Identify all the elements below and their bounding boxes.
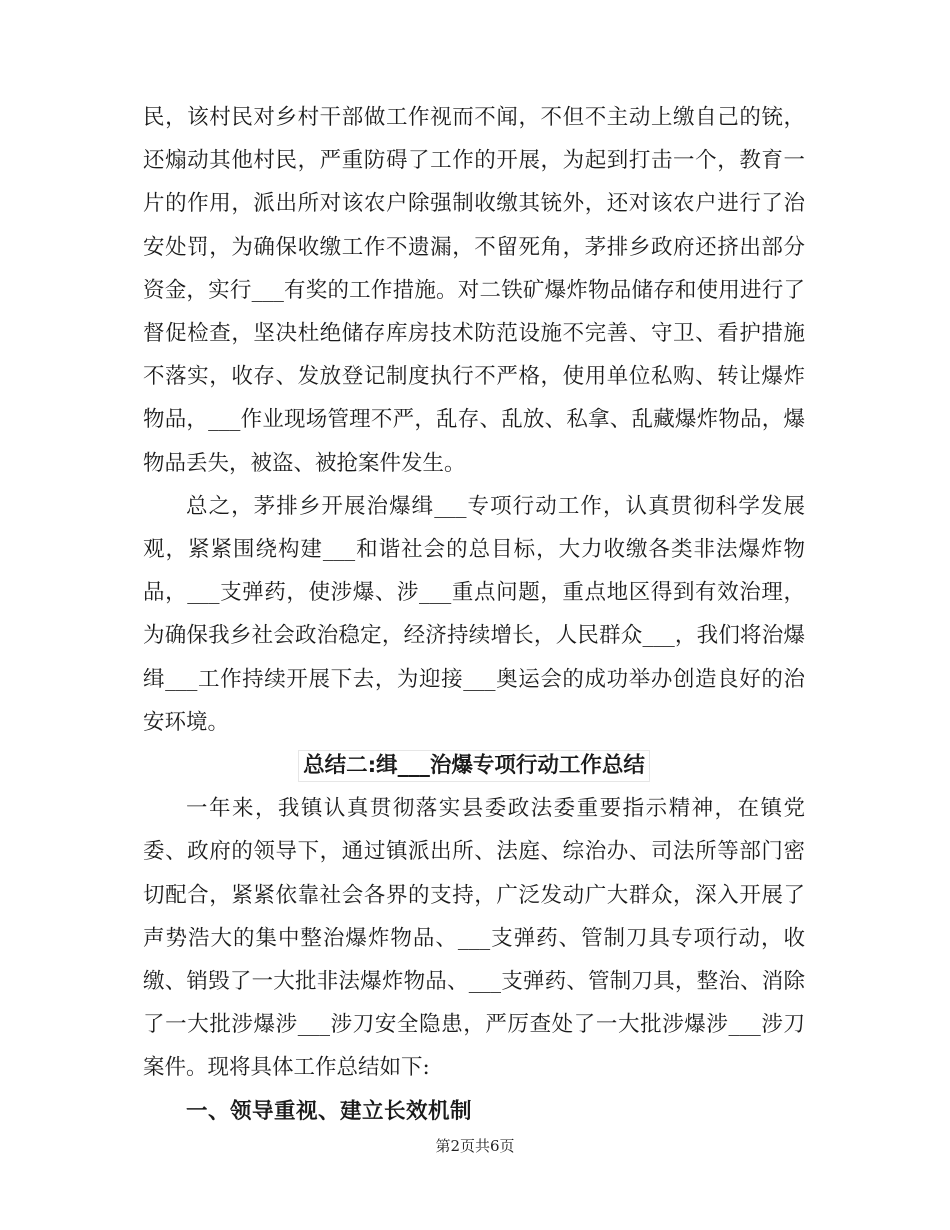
section-heading-text: 总结二:缉___治爆专项行动工作总结 [298, 750, 650, 782]
body-paragraph-3: 一年来，我镇认真贯彻落实县委政法委重要指示精神，在镇党委、政府的领导下，通过镇派出所、法庭、综治办、司法所等部门密切配合，紧紧依靠社会各界的支持，广泛发动广大群众，深入开展了声势浩大的集中整治爆炸物品、___支弹药、管制刀具专项行动，收缴、销毁了一大批非法爆炸物品、___支弹药、管制刀具，整治、消除了一大批涉爆涉___涉刀安全隐患，严厉查处了一大批涉爆涉___涉刀案件。现将具体工作总结如下: [143, 796, 805, 1081]
page-number-footer: 第2页共6页 [435, 1137, 515, 1155]
document-page [143, 96, 805, 1133]
body-paragraph-2: 总之，茅排乡开展治爆缉___专项行动工作，认真贯彻科学发展观，紧紧围绕构建___和谐社会的总目标，大力收缴各类非法爆炸物品，___支弹药，使涉爆、涉___重点问题，重点地区得到有效治理，为确保我乡社会政治稳定，经济持续增长，人民群众___，我们将治爆缉___工作持续开展下去，为迎接___奥运会的成功举办创造良好的治安环境。 [143, 493, 805, 735]
subsection-title: 一、领导重视、建立长效机制 [186, 1098, 473, 1124]
section-heading [143, 744, 805, 787]
body-paragraph-1: 民，该村民对乡村干部做工作视而不闻，不但不主动上缴自己的铳，还煽动其他村民，严重防碍了工作的开展，为起到打击一个，教育一片的作用，派出所对该农户除强制收缴其铳外，还对该农户进行了治安处罚，为确保收缴工作不遗漏，不留死角，茅排乡政府还挤出部分资金，实行___有奖的工作措施。对二铁矿爆炸物品储存和使用进行了督促检查，坚决杜绝储存库房技术防范设施不完善、守卫、看护措施不落实，收存、发放登记制度执行不严格，使用单位私购、转让爆炸物品，___作业现场管理不严，乱存、乱放、私拿、乱藏爆炸物品，爆物品丢失，被盗、被抢案件发生。 [143, 105, 805, 476]
